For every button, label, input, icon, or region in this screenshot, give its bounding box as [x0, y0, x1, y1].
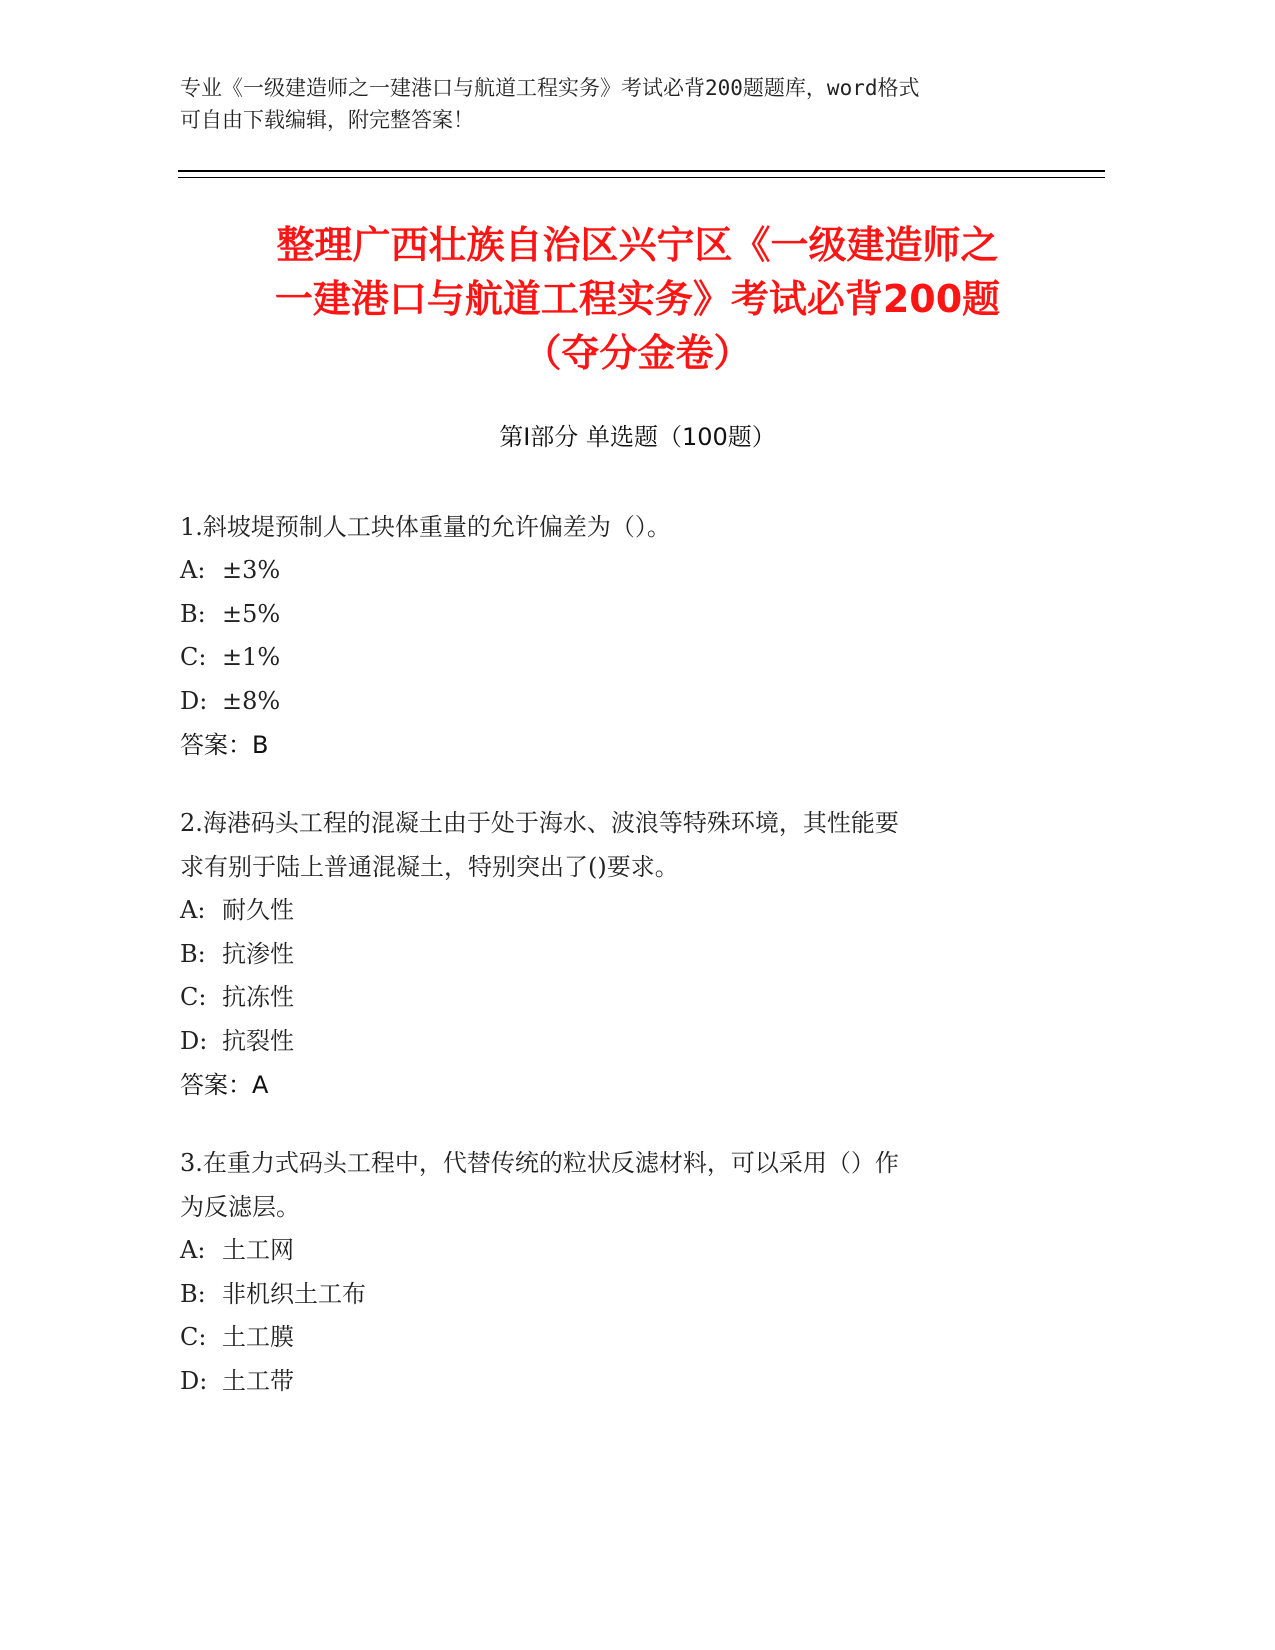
- option-text: ±5%: [222, 599, 281, 628]
- question-text: 3.在重力式码头工程中，代替传统的粒状反滤材料，可以采用（）作: [180, 1149, 899, 1177]
- option-d: [180, 1360, 1060, 1404]
- option-text: 非机织土工布: [222, 1279, 366, 1308]
- option-text: 土工膜: [222, 1323, 294, 1351]
- question-2: [180, 801, 1060, 1107]
- question-text: 为反滤层。: [180, 1193, 300, 1221]
- option-letter: C:: [180, 643, 207, 671]
- section-title: 第Ⅰ部分 单选题（100题）: [499, 423, 776, 451]
- option-text: ±1%: [222, 643, 281, 671]
- option-a: [180, 889, 1060, 933]
- option-letter: C:: [180, 1323, 207, 1351]
- title-line: 整理广西壮族自治区兴宁区《一级建造师之: [276, 223, 999, 267]
- header-rule-thick: [178, 170, 1105, 172]
- option-letter: B:: [180, 939, 206, 968]
- header-note-line: 可自由下载编辑，附完整答案！: [180, 108, 474, 132]
- option-a: [180, 1229, 1060, 1273]
- option-text: ±3%: [222, 556, 281, 584]
- question-text: 2.海港码头工程的混凝土由于处于海水、波浪等特殊环境，其性能要: [180, 809, 899, 837]
- option-letter: D:: [180, 1366, 208, 1395]
- option-letter: A:: [180, 1236, 206, 1264]
- option-a: [180, 549, 1060, 593]
- option-text: 土工网: [222, 1236, 294, 1264]
- option-text: 耐久性: [222, 896, 294, 924]
- header-rule-thin: [178, 177, 1105, 178]
- option-letter: A:: [180, 896, 206, 924]
- question-1: [180, 505, 1060, 767]
- option-c: [180, 976, 1060, 1020]
- option-d: [180, 680, 1060, 724]
- option-b: [180, 1273, 1060, 1317]
- option-c: [180, 636, 1060, 680]
- option-letter: D:: [180, 686, 208, 715]
- option-letter: D:: [180, 1026, 208, 1055]
- option-c: [180, 1316, 1060, 1360]
- option-text: ±8%: [222, 686, 281, 715]
- option-text: 抗裂性: [222, 1026, 294, 1055]
- question-list: [180, 505, 1060, 1437]
- option-d: [180, 1020, 1060, 1064]
- header-note-line: 专业《一级建造师之一建港口与航道工程实务》考试必背200题题库，word格式: [180, 76, 920, 100]
- answer-line: 答案：A: [180, 1071, 269, 1099]
- option-letter: B:: [180, 599, 206, 628]
- option-b: [180, 593, 1060, 637]
- option-letter: B:: [180, 1279, 206, 1308]
- title-line: 一建港口与航道工程实务》考试必背200题: [274, 277, 1001, 321]
- option-b: [180, 933, 1060, 977]
- header-note: [180, 72, 1060, 136]
- answer-line: 答案：B: [180, 731, 269, 759]
- option-text: 抗冻性: [222, 983, 294, 1011]
- option-text: 抗渗性: [222, 939, 294, 968]
- option-text: 土工带: [222, 1366, 294, 1395]
- title-line: （夺分金卷）: [523, 331, 752, 375]
- option-letter: A:: [180, 556, 206, 584]
- question-text: 1.斜坡堤预制人工块体重量的允许偏差为（）。: [180, 513, 671, 541]
- option-letter: C:: [180, 983, 207, 1011]
- question-3: [180, 1141, 1060, 1403]
- question-text: 求有别于陆上普通混凝土，特别突出了()要求。: [180, 853, 679, 881]
- document-title: [150, 218, 1125, 380]
